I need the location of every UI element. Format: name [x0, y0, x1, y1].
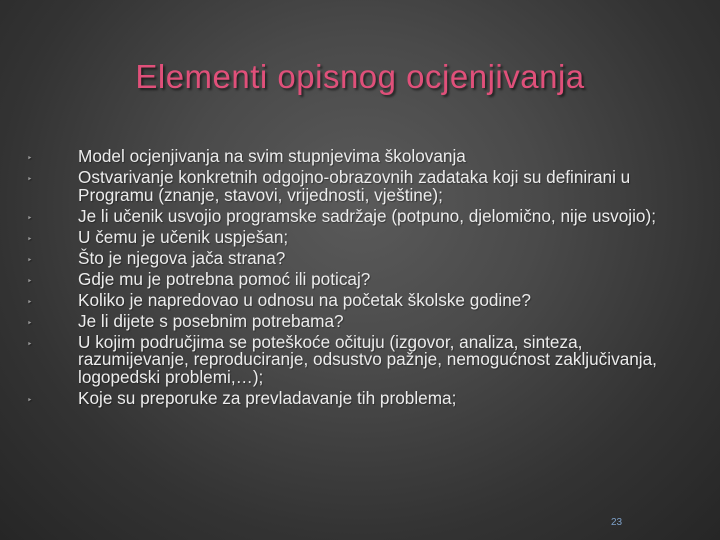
bullet-item — [18, 289, 658, 310]
bullet-item — [18, 331, 658, 387]
bullet-arrow-icon: ‣ — [27, 317, 33, 328]
page-number: 23 — [611, 517, 623, 528]
bullet-item — [18, 169, 658, 204]
bullet-text: Koliko je napredovao u odnosu na početak školske godine? — [78, 289, 531, 310]
bullet-item — [18, 387, 658, 408]
bullet-item — [18, 268, 658, 289]
bullet-text: Ostvarivanje konkretnih odgojno-obrazovnih zadataka koji su definirani u Programu (znanje, stavovi, vrijednosti, vještine); — [78, 167, 631, 205]
bullet-arrow-icon: ‣ — [27, 254, 33, 265]
bullet-arrow-icon: ‣ — [27, 394, 33, 405]
bullet-text: Gdje mu je potrebna pomoć ili poticaj? — [78, 268, 371, 289]
bullet-text: Što je njegova jača strana? — [78, 247, 286, 268]
bullet-arrow-icon: ‣ — [27, 212, 33, 223]
bullet-list — [18, 148, 658, 411]
bullet-arrow-icon: ‣ — [27, 153, 33, 163]
bullet-arrow-icon: ‣ — [27, 275, 33, 286]
bullet-text: Koje su preporuke za prevladavanje tih problema; — [78, 387, 457, 408]
bullet-arrow-icon: ‣ — [27, 233, 33, 244]
bullet-item — [18, 247, 658, 268]
bullet-arrow-icon: ‣ — [27, 338, 33, 349]
bullet-text: Model ocjenjivanja na svim stupnjevima školovanja — [78, 146, 466, 166]
bullet-item — [18, 148, 658, 166]
bullet-item — [18, 226, 658, 247]
bullet-text: Je li učenik usvojio programske sadržaje (potpuno, djelomično, nije usvojio); — [78, 205, 656, 226]
bullet-arrow-icon: ‣ — [27, 174, 33, 184]
bullet-arrow-icon: ‣ — [27, 296, 33, 307]
bullet-item — [18, 310, 658, 331]
bullet-text: U čemu je učenik uspješan; — [78, 226, 289, 247]
bullet-text: Je li dijete s posebnim potrebama? — [78, 310, 344, 331]
slide-title: Elementi opisnog ocjenjivanja — [135, 58, 585, 95]
bullet-text: U kojim područjima se poteškoće očituju (izgovor, analiza, sinteza, razumijevanje, reproduciranje, odsustvo pažnje, nemogućnost zaključivanja, logopedski problemi,…); — [78, 331, 657, 387]
bullet-item — [18, 205, 658, 226]
